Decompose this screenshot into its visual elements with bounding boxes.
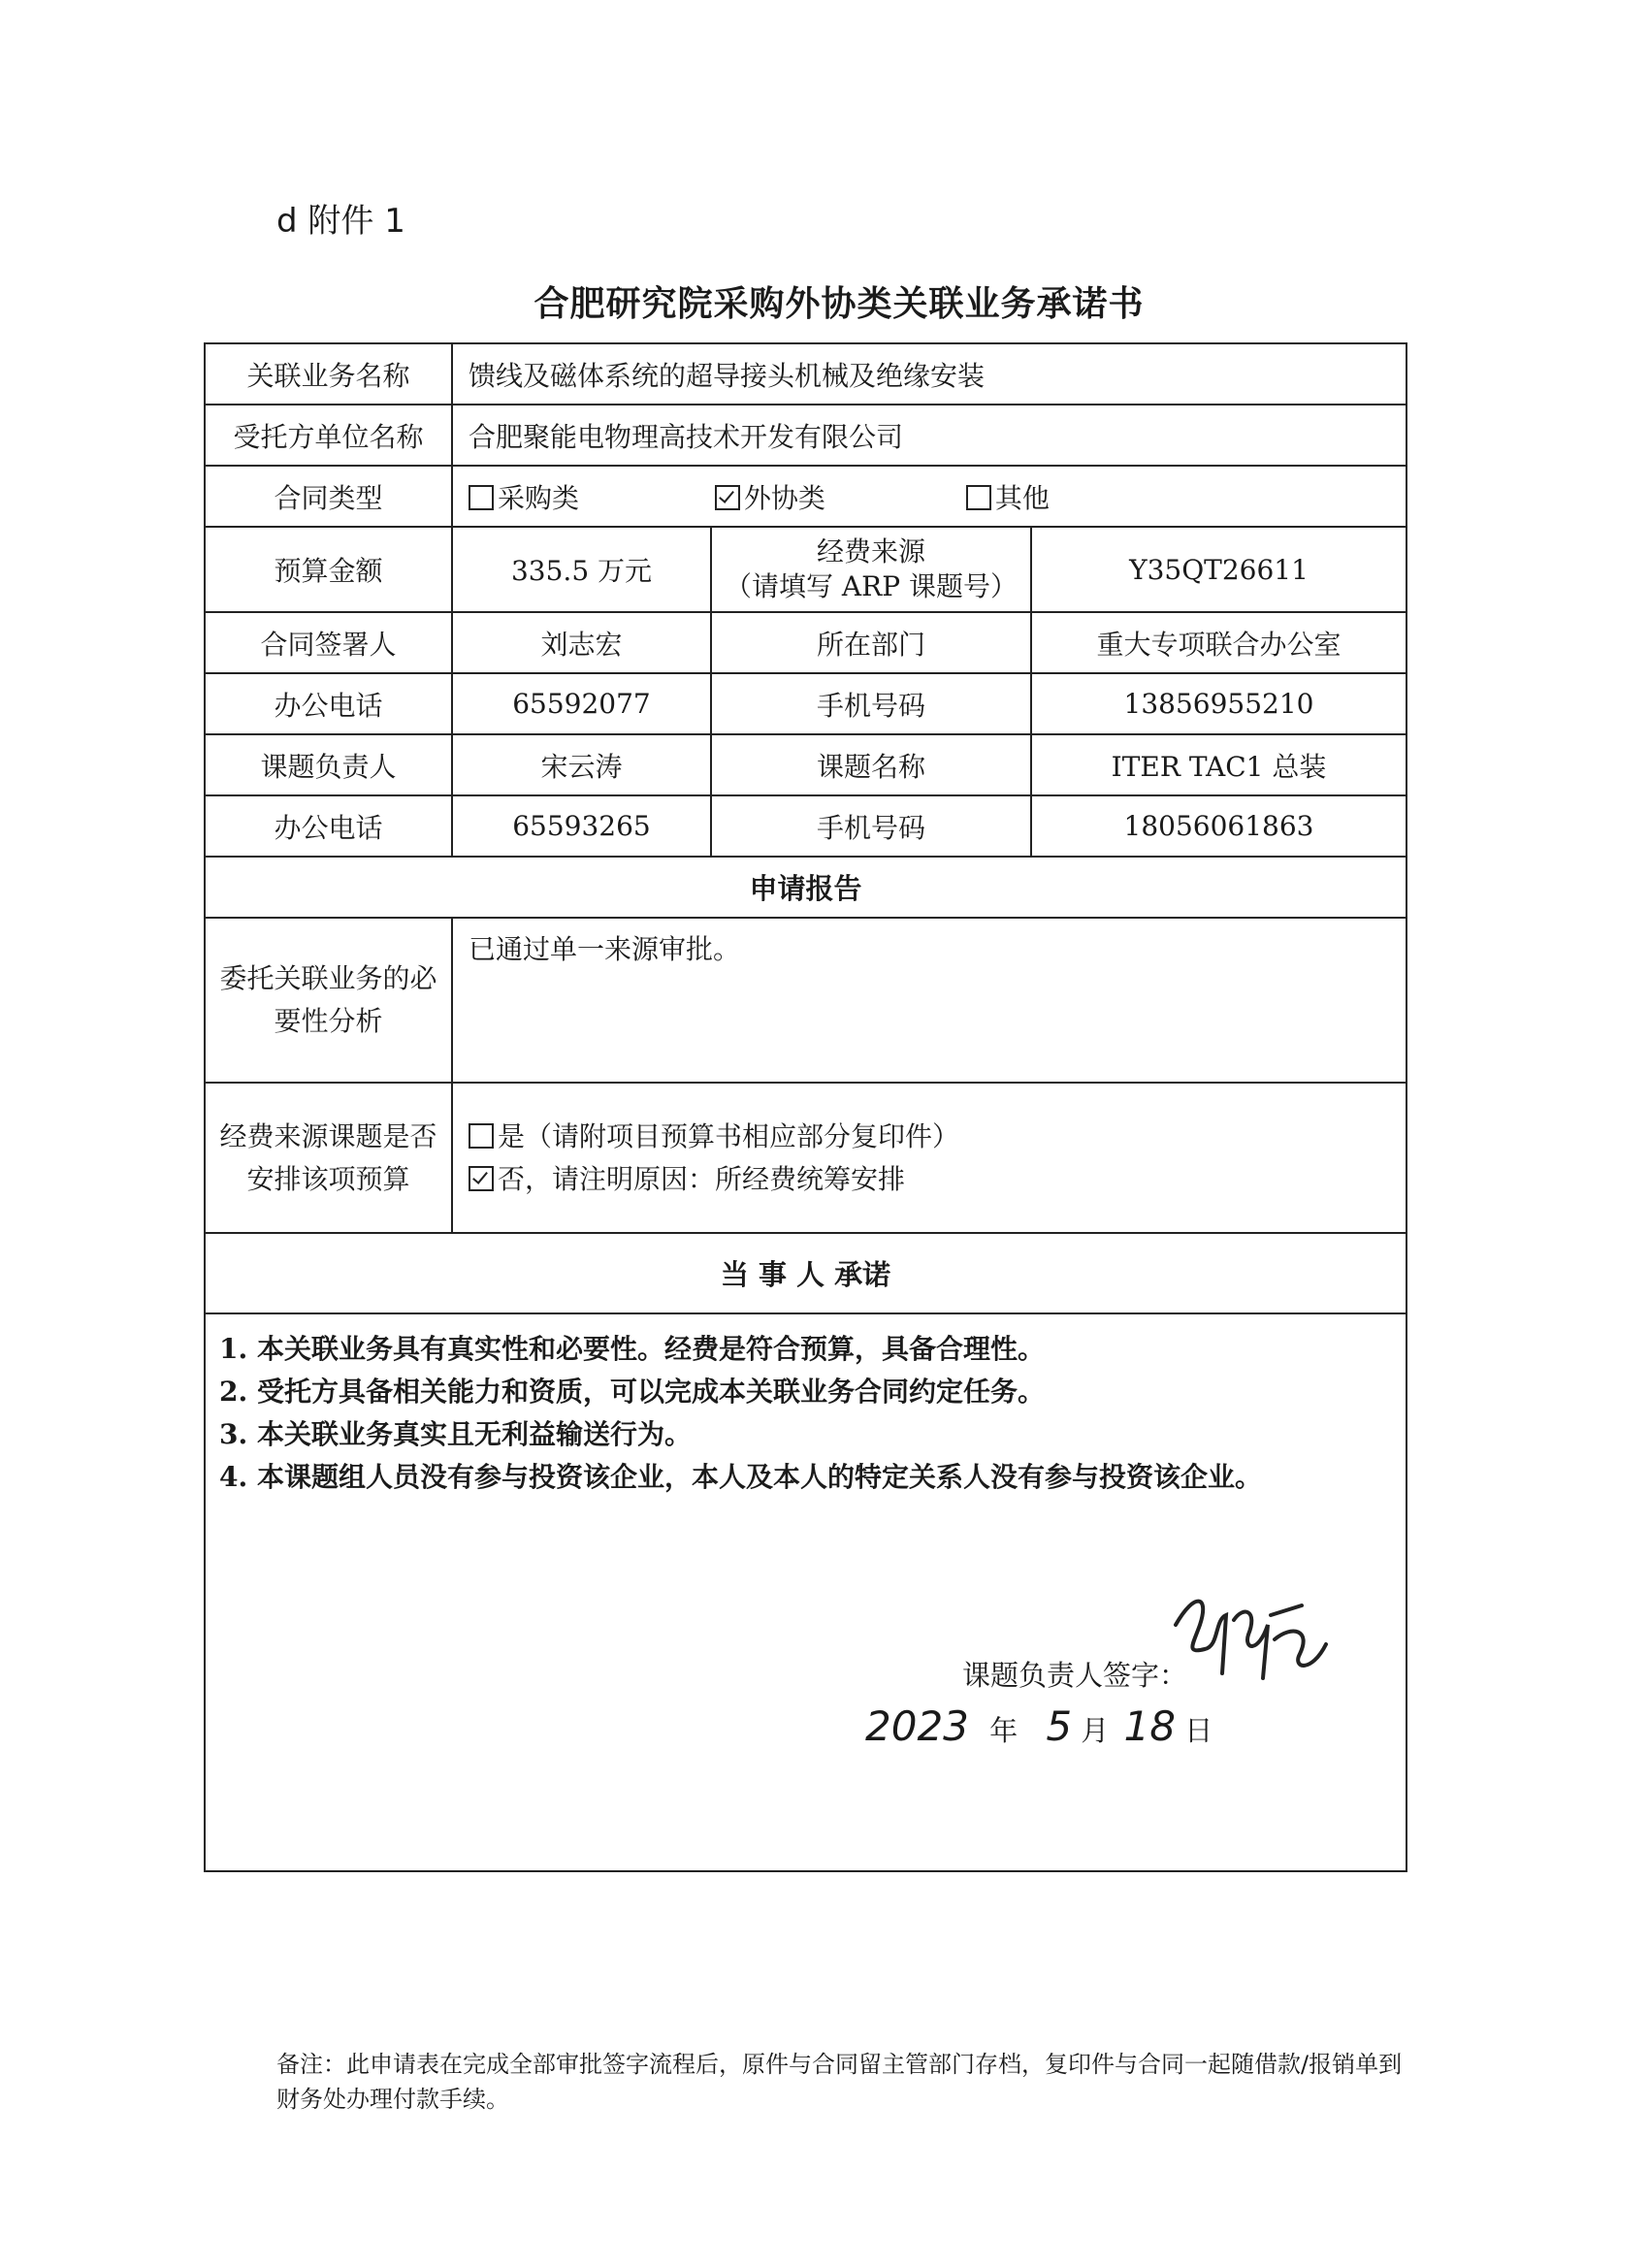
- signer-mobile-value: 13856955210: [1031, 673, 1406, 734]
- row-promise-heading: [205, 1233, 1406, 1313]
- fund-source-label-line2: （请填写 ARP 课题号）: [725, 570, 1018, 602]
- budget-arranged-label-line1: 经费来源课题是否: [219, 1119, 437, 1152]
- row-necessity: [205, 918, 1406, 1083]
- signer-phone-label: 办公电话: [205, 673, 452, 734]
- necessity-value: 已通过单一来源审批。: [452, 918, 1406, 1083]
- checkbox-other[interactable]: [966, 485, 991, 510]
- signer-mobile-label: 手机号码: [711, 673, 1031, 734]
- fund-source-value: Y35QT26611: [1031, 527, 1406, 612]
- promise-body: [205, 1313, 1406, 1871]
- option-purchase-label: 采购类: [498, 481, 580, 514]
- option-no[interactable]: [469, 1158, 1400, 1201]
- department-value: 重大专项联合办公室: [1031, 612, 1406, 673]
- date-day: 18: [1123, 1702, 1176, 1750]
- row-entrusted-unit: [205, 405, 1406, 466]
- contract-type-label: 合同类型: [205, 466, 452, 527]
- date-month-unit: 月: [1081, 1714, 1110, 1747]
- promise-item: 3. 本关联业务真实且无利益输送行为。: [219, 1418, 692, 1450]
- promise-item: 2. 受托方具备相关能力和资质，可以完成本关联业务合同约定任务。: [219, 1376, 1045, 1408]
- option-other[interactable]: [966, 477, 1050, 516]
- leader-phone-label: 办公电话: [205, 795, 452, 857]
- signer-value: 刘志宏: [452, 612, 711, 673]
- option-yes-label: 是（请附项目预算书相应部分复印件）: [498, 1119, 960, 1152]
- row-leader-phone: [205, 795, 1406, 857]
- budget-label: 预算金额: [205, 527, 452, 612]
- leader-mobile-value: 18056061863: [1031, 795, 1406, 857]
- date-year-unit: 年: [989, 1714, 1018, 1747]
- fund-source-label: [711, 527, 1031, 612]
- budget-value: 335.5 万元: [452, 527, 711, 612]
- row-business-name: [205, 343, 1406, 405]
- budget-arranged-options: [452, 1083, 1406, 1233]
- contract-type-options: [452, 466, 1406, 527]
- row-promise-body: [205, 1313, 1406, 1871]
- checkbox-outsourcing[interactable]: [715, 485, 740, 510]
- row-signer-phone: [205, 673, 1406, 734]
- option-purchase[interactable]: [469, 477, 706, 516]
- leader-value: 宋云涛: [452, 734, 711, 795]
- budget-arranged-label: [205, 1083, 452, 1233]
- promise-item: 4. 本课题组人员没有参与投资该企业，本人及本人的特定关系人没有参与投资该企业。: [219, 1461, 1262, 1493]
- sign-date: [865, 1702, 1212, 1750]
- entrusted-unit-label: 受托方单位名称: [205, 405, 452, 466]
- attachment-label: d 附件 1: [276, 202, 405, 241]
- date-day-unit: 日: [1184, 1714, 1213, 1747]
- row-leader: [205, 734, 1406, 795]
- leader-label: 课题负责人: [205, 734, 452, 795]
- signer-phone-value: 65592077: [452, 673, 711, 734]
- commitment-form: [204, 342, 1407, 1872]
- application-heading: 申请报告: [205, 857, 1406, 918]
- option-outsourcing-label: 外协类: [743, 481, 825, 514]
- leader-phone-value: 65593265: [452, 795, 711, 857]
- necessity-label-line2: 要性分析: [274, 1005, 383, 1037]
- entrusted-unit-value: 合肥聚能电物理高技术开发有限公司: [452, 405, 1406, 466]
- project-name-value: ITER TAC1 总装: [1031, 734, 1406, 795]
- date-month: 5: [1046, 1702, 1073, 1750]
- option-no-label: 否，请注明原因：所经费统筹安排: [498, 1162, 906, 1195]
- leader-mobile-label: 手机号码: [711, 795, 1031, 857]
- necessity-label-line1: 委托关联业务的必: [219, 962, 437, 994]
- business-name-value: 馈线及磁体系统的超导接头机械及绝缘安装: [452, 343, 1406, 405]
- row-budget-arranged: [205, 1083, 1406, 1233]
- department-label: 所在部门: [711, 612, 1031, 673]
- checkbox-purchase[interactable]: [469, 485, 494, 510]
- promise-heading: 当 事 人 承诺: [205, 1233, 1406, 1313]
- signer-label: 合同签署人: [205, 612, 452, 673]
- footnote: 备注：此申请表在完成全部审批签字流程后，原件与合同留主管部门存档，复印件与合同一起随借款/报销单到财务处办理付款手续。: [276, 2051, 1403, 2113]
- row-budget: [205, 527, 1406, 612]
- project-name-label: 课题名称: [711, 734, 1031, 795]
- fund-source-label-line1: 经费来源: [816, 535, 925, 567]
- signature-label: 课题负责人签字：: [962, 1659, 1188, 1692]
- date-year: 2023: [865, 1702, 969, 1750]
- option-other-label: 其他: [994, 481, 1050, 514]
- promise-list: [219, 1328, 1392, 1499]
- business-name-label: 关联业务名称: [205, 343, 452, 405]
- row-application-heading: [205, 857, 1406, 918]
- checkbox-no[interactable]: [469, 1166, 494, 1191]
- row-signer: [205, 612, 1406, 673]
- handwritten-signature: [1166, 1586, 1336, 1702]
- document-title: 合肥研究院采购外协类关联业务承诺书: [534, 284, 1145, 324]
- budget-arranged-label-line2: 安排该项预算: [246, 1162, 410, 1195]
- checkbox-yes[interactable]: [469, 1123, 494, 1149]
- promise-item: 1. 本关联业务具有真实性和必要性。经费是符合预算，具备合理性。: [219, 1333, 1045, 1365]
- row-contract-type: [205, 466, 1406, 527]
- option-outsourcing[interactable]: [715, 477, 957, 516]
- necessity-label: [205, 918, 452, 1083]
- option-yes[interactable]: [469, 1116, 1400, 1158]
